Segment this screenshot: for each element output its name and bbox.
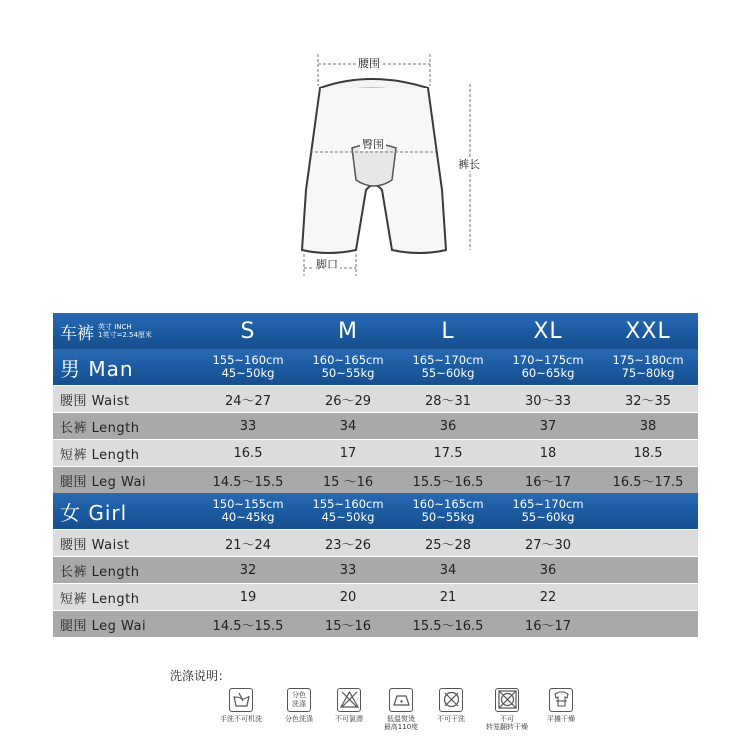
women-range-s: 150~155cm 40~45kg xyxy=(212,497,284,524)
cell: 15～16 xyxy=(324,618,372,634)
cell: 36 xyxy=(539,562,557,578)
separate-wash-icon: 分色 洗涤 xyxy=(287,688,311,712)
cell: 23～26 xyxy=(324,537,372,553)
cell: 16～17 xyxy=(524,618,572,634)
length-label: 裤长 xyxy=(458,158,480,171)
cell: 37 xyxy=(539,418,557,434)
cell: 14.5～15.5 xyxy=(212,474,284,490)
cell: 36 xyxy=(439,418,457,434)
size-header-row xyxy=(53,313,698,349)
table-row xyxy=(53,466,698,493)
cell: 32 xyxy=(239,562,257,578)
care-caption: 不可干洗 xyxy=(437,715,465,723)
men-range-xxl: 175~180cm 75~80kg xyxy=(612,353,684,380)
care-item xyxy=(212,688,270,723)
hand-wash-icon xyxy=(229,688,253,712)
size-l: L xyxy=(441,318,455,344)
men-range-xl: 170~175cm 60~65kg xyxy=(512,353,584,380)
header-title: 车裤 xyxy=(60,323,94,344)
waist-label: 腰围 xyxy=(358,57,380,70)
row-label: 腰围 Waist xyxy=(60,393,130,409)
row-label: 腿围 Leg Wai xyxy=(60,618,147,634)
women-title: 女 Girl xyxy=(60,500,128,525)
men-range-m: 160~165cm 50~55kg xyxy=(312,353,384,380)
size-s: S xyxy=(240,318,256,344)
unit-line2: 1英寸=2.54厘米 xyxy=(98,331,152,339)
header-corner xyxy=(53,319,198,344)
men-title-row xyxy=(53,349,698,385)
row-label: 短裤 Length xyxy=(60,591,140,607)
flat-dry-icon xyxy=(549,688,573,712)
cell: 15 ～16 xyxy=(322,474,374,490)
cell: 18.5 xyxy=(633,445,663,461)
size-chart-table xyxy=(53,313,698,637)
cell: 20 xyxy=(339,589,357,605)
cell: 27～30 xyxy=(524,537,572,553)
cell: 33 xyxy=(339,562,357,578)
cell: 22 xyxy=(539,589,557,605)
men-range-l: 165~170cm 55~60kg xyxy=(412,353,484,380)
cell: 24～27 xyxy=(224,393,272,409)
shorts-measurement-diagram xyxy=(270,40,500,280)
care-item xyxy=(422,688,480,723)
cell: 33 xyxy=(239,418,257,434)
no-tumble-dry-icon xyxy=(495,688,519,712)
table-row xyxy=(53,529,698,556)
table-row xyxy=(53,385,698,412)
table-row xyxy=(53,556,698,583)
cell: 34 xyxy=(439,562,457,578)
care-item xyxy=(478,688,536,731)
table-row xyxy=(53,439,698,466)
cell: 15.5～16.5 xyxy=(412,618,484,634)
row-label: 腰围 Waist xyxy=(60,537,130,553)
care-title: 洗涤说明： xyxy=(170,669,231,683)
cell: 28～31 xyxy=(424,393,472,409)
low-iron-icon xyxy=(389,688,413,712)
no-bleach-icon xyxy=(337,688,361,712)
care-caption: 手洗不可机洗 xyxy=(220,715,262,723)
hem-label: 脚口 xyxy=(316,258,338,271)
women-range-xl: 165~170cm 55~60kg xyxy=(512,497,584,524)
hip-label: 臀围 xyxy=(362,138,384,151)
cell: 21～24 xyxy=(224,537,272,553)
women-range-l: 160~165cm 50~55kg xyxy=(412,497,484,524)
care-item xyxy=(320,688,378,723)
care-caption: 平摊干燥 xyxy=(547,715,575,723)
cell: 32～35 xyxy=(624,393,672,409)
women-range-m: 155~160cm 45~50kg xyxy=(312,497,384,524)
table-row xyxy=(53,412,698,439)
cell: 17 xyxy=(339,445,357,461)
table-row xyxy=(53,610,698,637)
care-caption: 低温熨烫 最高110度 xyxy=(383,715,419,731)
men-title: 男 Man xyxy=(60,356,134,381)
cell: 30～33 xyxy=(524,393,572,409)
cell: 14.5～15.5 xyxy=(212,618,284,634)
size-xxl: XXL xyxy=(625,318,671,344)
cell: 18 xyxy=(539,445,557,461)
cell: 25～28 xyxy=(424,537,472,553)
cell: 16～17 xyxy=(524,474,572,490)
cell: 38 xyxy=(639,418,657,434)
size-xl: XL xyxy=(533,318,563,344)
men-range-s: 155~160cm 45~50kg xyxy=(212,353,284,380)
cell: 34 xyxy=(339,418,357,434)
unit-line1: 英寸 INCH xyxy=(98,323,132,331)
no-dry-clean-icon xyxy=(439,688,463,712)
women-title-row xyxy=(53,493,698,529)
cell: 16.5 xyxy=(233,445,263,461)
care-caption: 不可氯漂 xyxy=(335,715,363,723)
care-caption: 不可 转笼翻转干燥 xyxy=(486,715,528,731)
row-label: 腿围 Leg Wai xyxy=(60,474,147,490)
cell: 19 xyxy=(239,589,257,605)
cell: 21 xyxy=(439,589,457,605)
cell: 26～29 xyxy=(324,393,372,409)
row-label: 短裤 Length xyxy=(60,447,140,463)
row-label: 长裤 Length xyxy=(60,420,140,436)
care-caption: 分色洗涤 xyxy=(285,715,313,723)
cell: 17.5 xyxy=(433,445,463,461)
table-row xyxy=(53,583,698,610)
cell: 16.5～17.5 xyxy=(612,474,684,490)
cell: 15.5～16.5 xyxy=(412,474,484,490)
row-label: 长裤 Length xyxy=(60,564,140,580)
size-m: M xyxy=(338,318,358,344)
care-item xyxy=(532,688,590,723)
